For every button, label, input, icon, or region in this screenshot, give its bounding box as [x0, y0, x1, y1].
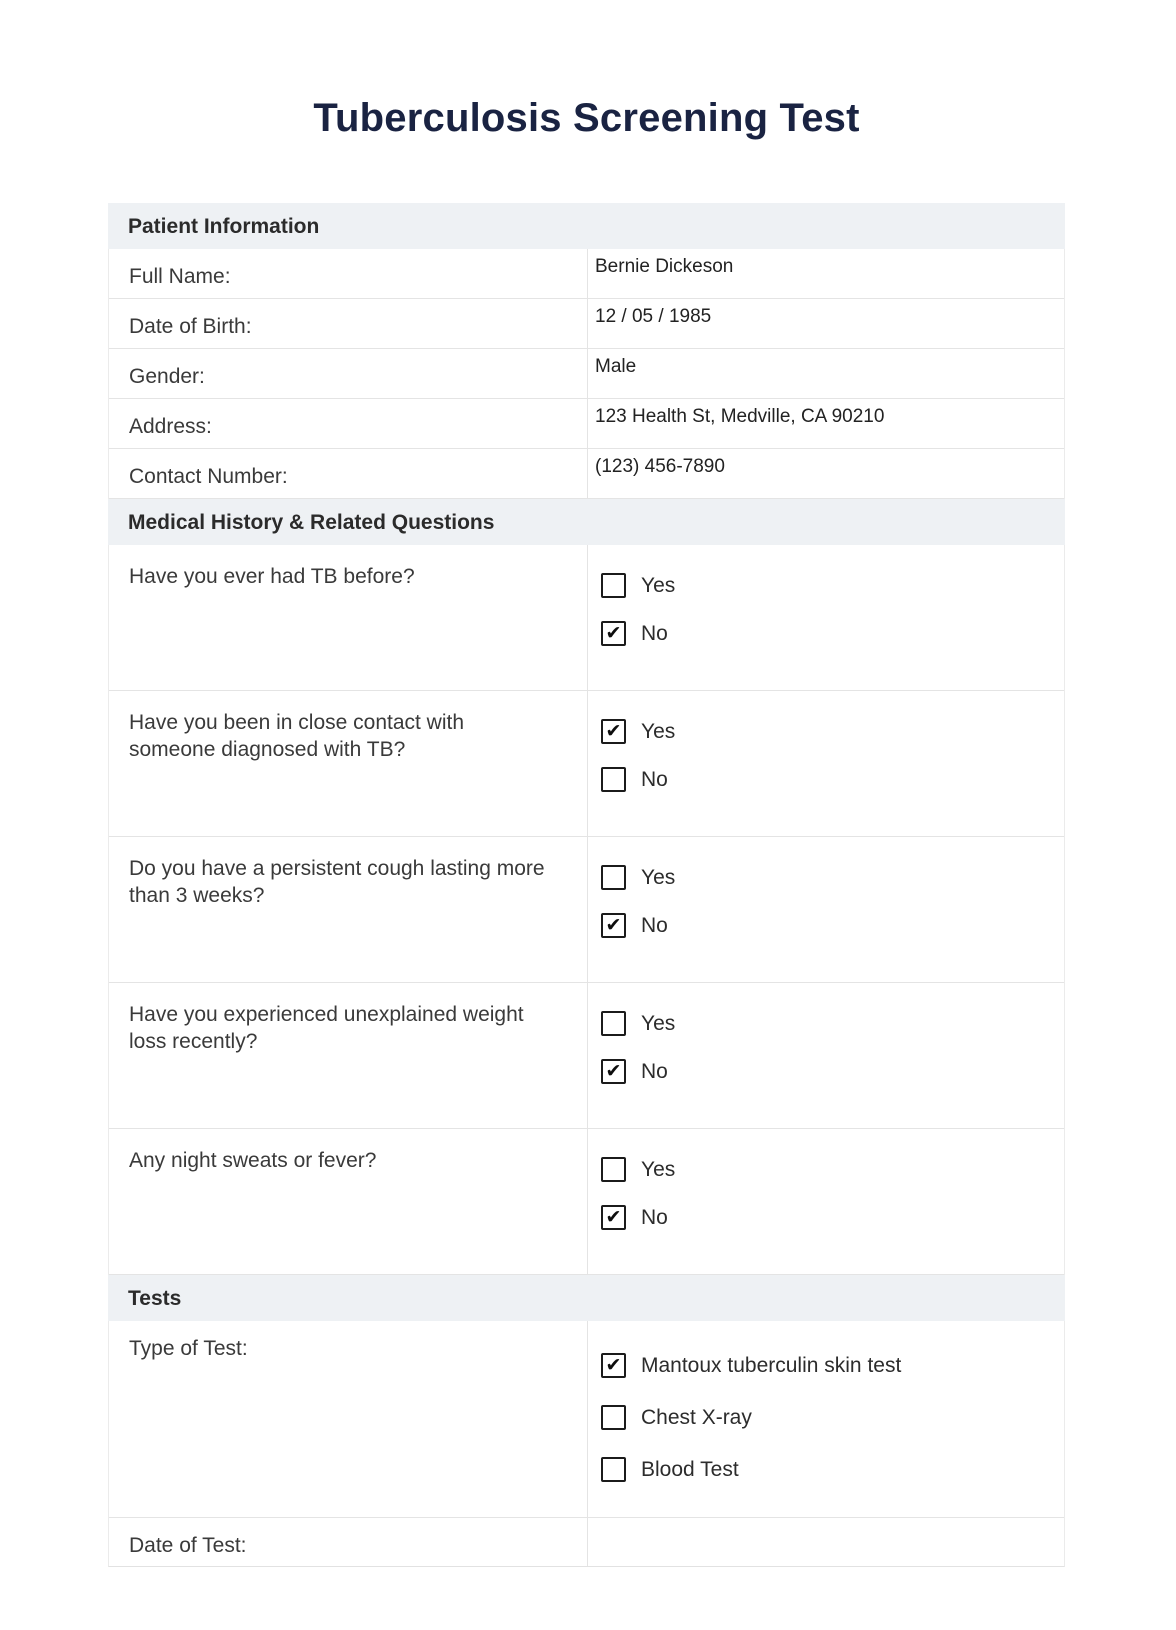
checkbox-label: No [641, 767, 668, 791]
question-text: Any night sweats or fever? [129, 1149, 377, 1172]
checkbox-icon[interactable]: ✔ [601, 719, 626, 744]
checkbox-icon[interactable] [601, 1011, 626, 1036]
checkbox-label: No [641, 1059, 668, 1083]
checkbox-option-yes[interactable] [601, 1157, 1064, 1182]
checkbox-option-yes[interactable] [601, 1011, 1064, 1036]
field-row-contact-number [109, 449, 1064, 499]
field-row-date-of-birth [109, 299, 1064, 349]
checkbox-option-no[interactable] [601, 913, 1064, 938]
checkbox-option-no[interactable] [601, 621, 1064, 646]
checkbox-icon[interactable] [601, 1157, 626, 1182]
date-of-birth-field[interactable]: 12 / 05 / 1985 [587, 299, 1064, 348]
checkbox-option-no[interactable] [601, 1059, 1064, 1084]
full-name-field[interactable]: Bernie Dickeson [587, 249, 1064, 298]
date-of-test-label: Date of Test: [129, 1534, 247, 1557]
question-row-close-contact [109, 691, 1064, 837]
checkbox-option-no[interactable] [601, 767, 1064, 792]
checkbox-option-yes[interactable] [601, 719, 1064, 744]
checkbox-icon[interactable] [601, 573, 626, 598]
checkbox-label: Yes [641, 573, 676, 597]
date-of-test-row [109, 1518, 1064, 1566]
checkbox-option-blood-test[interactable] [601, 1457, 1064, 1482]
checkbox-label: Yes [641, 719, 676, 743]
field-row-full-name [109, 249, 1064, 299]
checkbox-icon[interactable] [601, 1457, 626, 1482]
checkbox-option-mantoux[interactable] [601, 1353, 1064, 1378]
checkbox-label: No [641, 621, 668, 645]
question-row-weight-loss [109, 983, 1064, 1129]
checkbox-label: No [641, 1205, 668, 1229]
question-text: Have you been in close contact with someone diagnosed with TB? [129, 711, 465, 762]
checkbox-label: Blood Test [641, 1457, 739, 1481]
field-label: Contact Number: [129, 465, 288, 488]
checkbox-label: Yes [641, 1011, 676, 1035]
question-row-night-sweats [109, 1129, 1064, 1275]
date-of-test-field[interactable] [587, 1518, 1064, 1566]
question-row-tb-before [109, 545, 1064, 691]
type-of-test-label: Type of Test: [129, 1337, 248, 1360]
field-label: Full Name: [129, 265, 231, 288]
checkbox-option-yes[interactable] [601, 573, 1064, 598]
checkbox-label: Mantoux tuberculin skin test [641, 1353, 902, 1377]
field-label: Gender: [129, 365, 205, 388]
type-of-test-row [109, 1321, 1064, 1518]
tb-screening-form [108, 203, 1065, 1567]
checkbox-icon[interactable] [601, 1405, 626, 1430]
question-text: Have you ever had TB before? [129, 565, 415, 588]
section-header-medical-history: Medical History & Related Questions [108, 499, 1065, 545]
checkbox-label: Yes [641, 865, 676, 889]
checkbox-icon[interactable]: ✔ [601, 1353, 626, 1378]
checkbox-icon[interactable] [601, 865, 626, 890]
question-text: Do you have a persistent cough lasting more than 3 weeks? [129, 857, 545, 908]
contact-number-field[interactable]: (123) 456-7890 [587, 449, 1064, 498]
question-text: Have you experienced unexplained weight loss recently? [129, 1003, 524, 1054]
checkbox-icon[interactable]: ✔ [601, 913, 626, 938]
checkbox-option-chest-xray[interactable] [601, 1405, 1064, 1430]
checkbox-label: Chest X-ray [641, 1405, 752, 1429]
checkbox-option-no[interactable] [601, 1205, 1064, 1230]
section-header-patient-information: Patient Information [108, 203, 1065, 249]
field-label: Address: [129, 415, 212, 438]
page-title: Tuberculosis Screening Test [313, 96, 860, 140]
checkbox-icon[interactable]: ✔ [601, 621, 626, 646]
checkbox-label: Yes [641, 1157, 676, 1181]
field-row-gender [109, 349, 1064, 399]
checkbox-icon[interactable]: ✔ [601, 1205, 626, 1230]
section-header-tests: Tests [108, 1275, 1065, 1321]
checkbox-icon[interactable] [601, 767, 626, 792]
checkbox-label: No [641, 913, 668, 937]
field-label: Date of Birth: [129, 315, 252, 338]
gender-field[interactable]: Male [587, 349, 1064, 398]
checkbox-icon[interactable]: ✔ [601, 1059, 626, 1084]
address-field[interactable]: 123 Health St, Medville, CA 90210 [587, 399, 1064, 448]
question-row-persistent-cough [109, 837, 1064, 983]
field-row-address [109, 399, 1064, 449]
checkbox-option-yes[interactable] [601, 865, 1064, 890]
